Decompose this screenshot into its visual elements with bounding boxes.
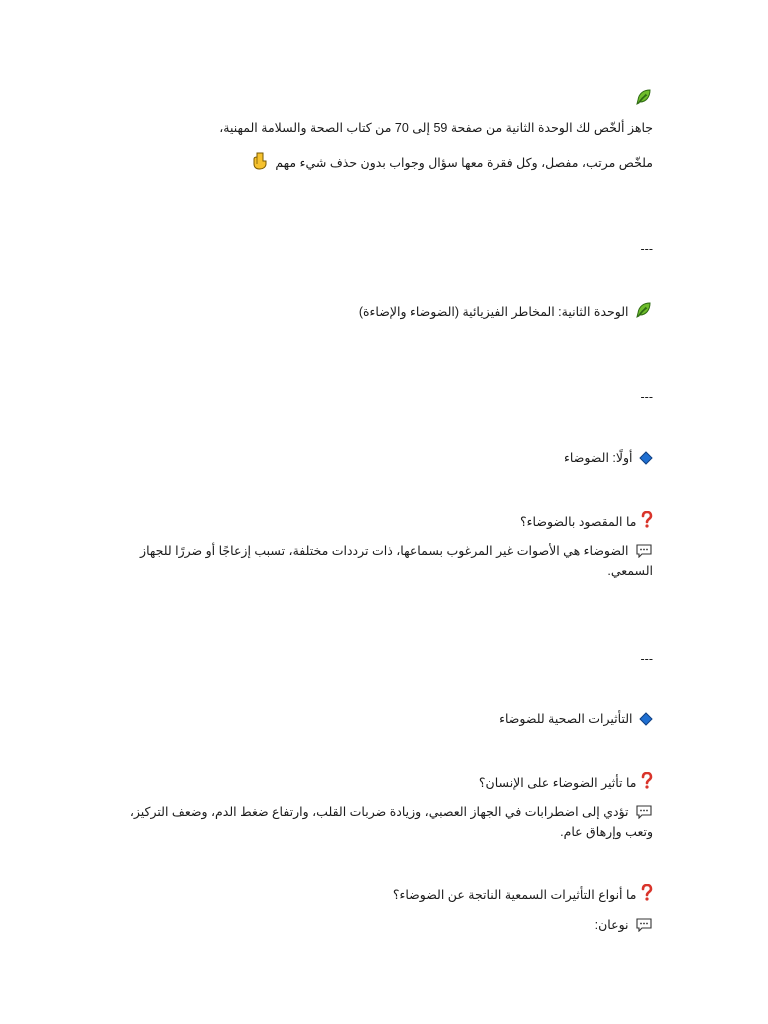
section2-answer2-row bbox=[113, 917, 653, 937]
speech-bubble-icon bbox=[635, 544, 653, 563]
section1-heading: أولًا: الضوضاء bbox=[564, 451, 633, 465]
unit-title-row bbox=[113, 301, 653, 324]
intro-leaf-row bbox=[113, 88, 653, 111]
question-mark-icon bbox=[641, 511, 653, 534]
section1-question-row bbox=[113, 511, 653, 534]
leaf-icon bbox=[635, 88, 653, 111]
blue-diamond-icon bbox=[639, 451, 653, 470]
separator-1: --- bbox=[640, 242, 653, 256]
pointing-down-hand-icon bbox=[252, 152, 268, 175]
intro-line-2: ملخّص مرتب، مفصل، وكل فقرة معها سؤال وجواب بدون حذف شيء مهم bbox=[275, 156, 653, 170]
question-mark-icon bbox=[641, 884, 653, 907]
unit-title: الوحدة الثانية: المخاطر الفيزيائية (الضوضاء والإضاءة) bbox=[358, 305, 629, 319]
intro-line-1: جاهز ألخّص لك الوحدة الثانية من صفحة 59 إلى 70 من كتاب الصحة والسلامة المهنية، bbox=[219, 121, 653, 135]
separator-2: --- bbox=[640, 390, 653, 404]
section2-question2: ما أنواع التأثيرات السمعية الناتجة عن الضوضاء؟ bbox=[392, 888, 637, 902]
section2-question1-row bbox=[113, 772, 653, 795]
intro-line-2-row bbox=[113, 152, 653, 175]
speech-bubble-icon bbox=[635, 805, 653, 824]
leaf-icon bbox=[635, 301, 653, 324]
speech-bubble-icon bbox=[635, 918, 653, 937]
section2-question2-row bbox=[113, 884, 653, 907]
section2-answer1-row bbox=[113, 804, 653, 841]
section2-question1: ما تأثير الضوضاء على الإنسان؟ bbox=[478, 776, 637, 790]
separator-3: --- bbox=[640, 652, 653, 666]
section2-heading-row bbox=[113, 711, 653, 731]
question-mark-icon bbox=[641, 772, 653, 795]
section2-answer1: تؤدي إلى اضطرابات في الجهاز العصبي، وزيادة ضربات القلب، وارتفاع ضغط الدم، وضعف التركيز، وتعب وإرهاق عام. bbox=[129, 805, 653, 839]
section1-question: ما المقصود بالضوضاء؟ bbox=[520, 515, 637, 529]
section1-answer: الضوضاء هي الأصوات غير المرغوب بسماعها، ذات ترددات مختلفة، تسبب إزعاجًا أو ضررًا للجهاز السمعي. bbox=[140, 544, 653, 578]
section2-answer2: نوعان: bbox=[594, 918, 629, 932]
section1-answer-row bbox=[113, 543, 653, 580]
section2-heading: التأثيرات الصحية للضوضاء bbox=[499, 712, 633, 726]
section1-heading-row bbox=[113, 450, 653, 470]
blue-diamond-icon bbox=[639, 712, 653, 731]
